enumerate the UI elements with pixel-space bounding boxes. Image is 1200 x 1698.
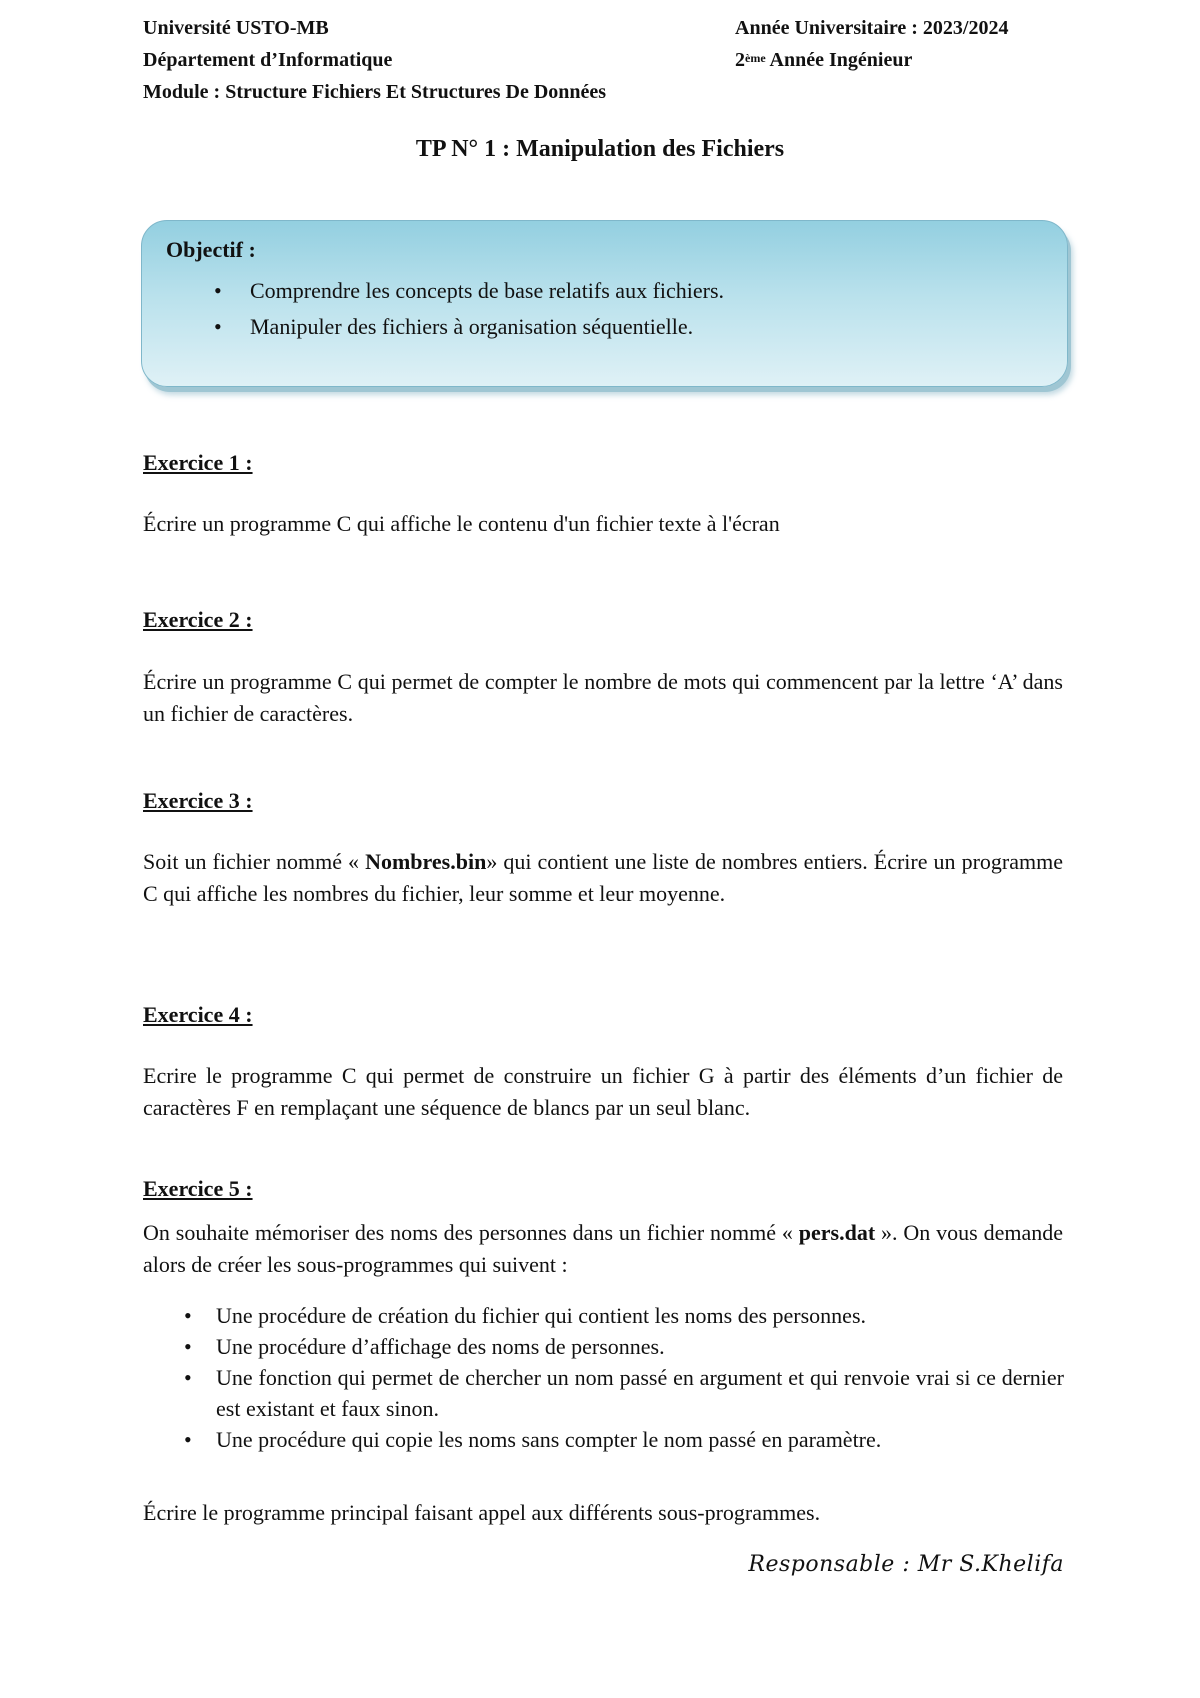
- list-item: • Une fonction qui permet de chercher un nom passé en argument et qui renvoie vrai si ce dernier est existant et faux sinon.: [176, 1362, 1064, 1424]
- list-item: • Une procédure de création du fichier qui contient les noms des personnes.: [176, 1300, 1064, 1331]
- filename-pers: pers.dat: [798, 1220, 876, 1245]
- department-name: Département d’Informatique: [143, 49, 393, 71]
- list-item: • Une procédure qui copie les noms sans compter le nom passé en paramètre.: [176, 1424, 1064, 1455]
- filename-nombres: Nombres.bin: [365, 849, 487, 874]
- objective-heading: Objectif :: [166, 237, 256, 262]
- objective-item: • Comprendre les concepts de base relatifs aux fichiers.: [212, 273, 724, 309]
- objective-list: [212, 273, 724, 345]
- exercise-3-text: Soit un fichier nommé « Nombres.bin» qui contient une liste de nombres entiers. Écrire un programme C qui affiche les nombres du fichier, leur somme et leur moyenne.: [143, 849, 1064, 906]
- exercise-5-text: On souhaite mémoriser des noms des personnes dans un fichier nommé « pers.dat ». On vous demande alors de créer les sous-programmes qui suivent :: [143, 1220, 1063, 1277]
- exercise-3-title: Exercice 3 :: [143, 788, 253, 813]
- signature: Responsable : Mr S.Khelifa: [748, 1552, 1064, 1577]
- exercise-2-text: Écrire un programme C qui permet de compter le nombre de mots qui commencent par la lettre ‘A’ dans un fichier de caractères.: [143, 669, 1063, 726]
- header-right: [735, 12, 1009, 76]
- exercise-4-title: Exercice 4 :: [143, 1002, 253, 1027]
- exercise-1-title: Exercice 1 :: [143, 450, 253, 475]
- exercise-2-title: Exercice 2 :: [143, 607, 253, 632]
- exercise-1-text: Écrire un programme C qui affiche le contenu d'un fichier texte à l'écran: [143, 511, 780, 536]
- document-title: TP N° 1 : Manipulation des Fichiers: [415, 136, 785, 162]
- objective-box: [141, 220, 1068, 387]
- university-name: Université USTO-MB: [143, 17, 329, 39]
- list-item: • Une procédure d’affichage des noms de personnes.: [176, 1331, 1064, 1362]
- exercise-5-title: Exercice 5 :: [143, 1176, 253, 1201]
- exercise-4-text: Ecrire le programme C qui permet de construire un fichier G à partir des éléments d’un fichier de caractères F en remplaçant une séquence de blancs par un seul blanc.: [143, 1063, 1063, 1120]
- academic-year: Année Universitaire : 2023/2024: [735, 17, 1009, 39]
- objective-item: • Manipuler des fichiers à organisation séquentielle.: [212, 309, 724, 345]
- header-left: [143, 12, 606, 108]
- study-level: 2ème Année Ingénieur: [735, 49, 913, 71]
- module-name: Module : Structure Fichiers Et Structures De Données: [143, 81, 607, 103]
- exercise-5-list: [176, 1300, 1064, 1455]
- exercise-5-conclusion: Écrire le programme principal faisant appel aux différents sous-programmes.: [143, 1500, 821, 1525]
